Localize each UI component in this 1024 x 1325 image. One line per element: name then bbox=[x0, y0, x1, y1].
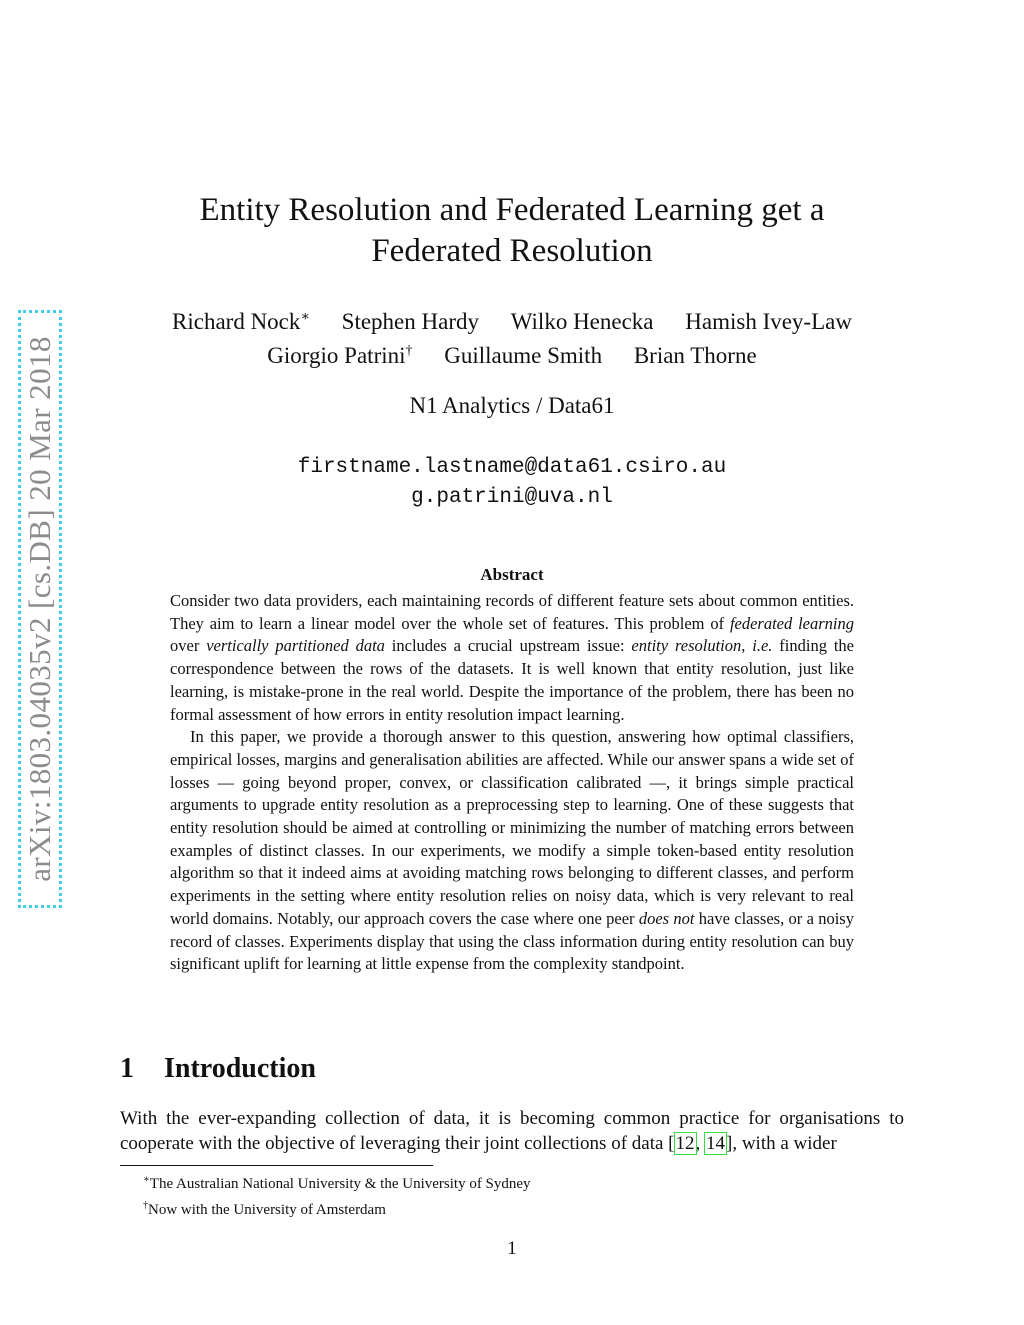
email-address: g.patrini@uva.nl bbox=[411, 486, 613, 509]
author-row-1 bbox=[150, 302, 874, 337]
citation-link[interactable]: 14 bbox=[706, 1133, 725, 1154]
author: Hamish Ivey-Law bbox=[685, 308, 852, 334]
author: Brian Thorne bbox=[633, 343, 757, 369]
email-address: firstname.lastname@data61.csiro.au bbox=[297, 456, 727, 479]
abstract-heading: Abstract bbox=[480, 565, 544, 584]
footnote-mark: ∗ bbox=[300, 309, 310, 324]
paper-title bbox=[160, 190, 864, 272]
affiliation: N1 Analytics / Data61 bbox=[409, 393, 615, 418]
abstract-paragraph-2: In this paper, we provide a thorough answer to this question, answering how optimal classifiers, empirical losses, margins and generalisation abilities are affected. While our answer spans a wide set of losses — going beyond proper, convex, or classification calibrated —, it brings simple practical arguments to upgrade entity resolution as a preprocessing step to learning. One of these suggests that entity resolution should be aimed at controlling or minimizing the number of matching errors between examples of distinct classes. In our experiments, we modify a simple token-based entity resolution algorithm so that it indeed aims at avoiding matching rows belonging to different classes, and perform experiments in the setting where entity resolution relies on noisy data, which is very relevant to real world domains. Notably, our approach covers the case where one peer does not have classes, or a noisy record of classes. Experiments display that using the class information during entity resolution can buy significant uplift for learning at little expense from the complexity standpoint. bbox=[170, 727, 854, 974]
author: Guillaume Smith bbox=[444, 343, 603, 369]
author-list bbox=[150, 302, 874, 371]
footnote-divider bbox=[120, 1165, 433, 1166]
arxiv-identifier-stamp bbox=[18, 310, 62, 908]
introduction-paragraph: With the ever-expanding collection of data, it is becoming common practice for organisations to cooperate with the objective of leveraging their joint collections of data [12, 14], with a wider bbox=[120, 1108, 904, 1154]
footnotes bbox=[143, 1169, 531, 1221]
email-list bbox=[160, 453, 864, 513]
paper-title-line-2: Federated Resolution bbox=[371, 233, 653, 269]
author-row-2 bbox=[150, 337, 874, 372]
paper-title-line-1: Entity Resolution and Federated Learning get a bbox=[199, 192, 825, 228]
footnote: ∗The Australian National University & the University of Sydney bbox=[143, 1174, 531, 1192]
abstract-paragraph-1: Consider two data providers, each maintaining records of different feature sets about common entities. They aim to learn a linear model over the whole set of features. This problem of federated learning over vertically partitioned data includes a crucial upstream issue: entity resolution, i.e. finding the correspondence between the rows of the datasets. It is well known that entity resolution, just like learning, is mistake-prone in the real world. Despite the importance of the problem, there has been no formal assessment of how errors in entity resolution impact learning. bbox=[170, 591, 855, 724]
footnote: †Now with the University of Amsterdam bbox=[143, 1200, 386, 1218]
abstract-body bbox=[170, 590, 854, 976]
author: Wilko Henecka bbox=[510, 308, 654, 334]
citation-link[interactable]: 12 bbox=[675, 1133, 695, 1154]
page-number: 1 bbox=[507, 1238, 517, 1259]
section-title: Introduction bbox=[164, 1053, 316, 1084]
footnote-mark: † bbox=[405, 343, 413, 359]
author: Richard Nock∗ bbox=[172, 308, 310, 334]
author: Stephen Hardy bbox=[341, 308, 479, 334]
section-heading-introduction bbox=[120, 1053, 316, 1085]
arxiv-identifier-text: arXiv:1803.04035v2 [cs.DB] 20 Mar 2018 bbox=[22, 336, 57, 882]
section-number: 1 bbox=[120, 1053, 134, 1084]
author: Giorgio Patrini† bbox=[267, 343, 413, 369]
